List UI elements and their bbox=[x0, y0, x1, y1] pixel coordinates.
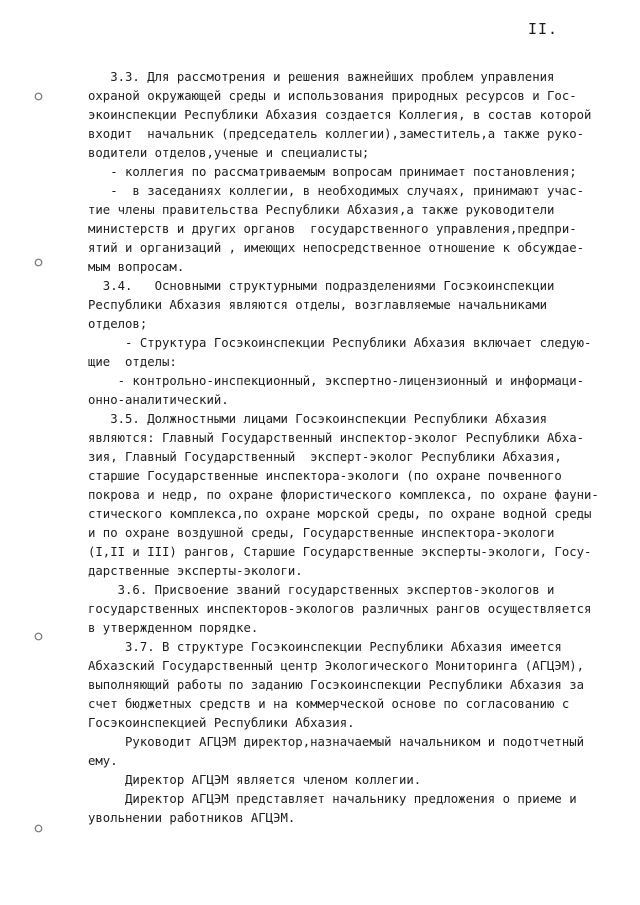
text-line: щие отделы: bbox=[88, 355, 177, 369]
page-number: II. bbox=[528, 20, 559, 38]
text-line: ему. bbox=[88, 754, 118, 768]
text-line: онно-аналитический. bbox=[88, 393, 229, 407]
text-line: Абхазский Государственный центр Экологического Мониторинга (АГЦЭМ), bbox=[88, 659, 585, 673]
punch-hole-icon bbox=[34, 258, 43, 267]
text-line: отделов; bbox=[88, 317, 148, 331]
text-line: тие члены правительства Республики Абхазия,а также руководители bbox=[88, 203, 555, 217]
text-line: старшие Государственные инспектора-экологи (по охране почвенного bbox=[88, 469, 562, 483]
text-line: Республики Абхазия являются отделы, возглавляемые начальниками bbox=[88, 298, 548, 312]
text-line: Директор АГЦЭМ является членом коллегии. bbox=[88, 773, 422, 787]
text-line: счет бюджетных средств и на коммерческой основе по согласованию с bbox=[88, 697, 570, 711]
text-line: - коллегия по рассматриваемым вопросам принимает постановления; bbox=[88, 165, 577, 179]
text-line: 3.4. Основными структурными подразделениями Госэкоинспекции bbox=[88, 279, 555, 293]
text-line: ятий и организаций , имеющих непосредственное отношение к обсуждае- bbox=[88, 241, 585, 255]
text-line: стического комплекса,по охране морской среды, по охране водной среды bbox=[88, 507, 592, 521]
text-line: - контрольно-инспекционный, экспертно-лицензионный и информаци- bbox=[88, 374, 585, 388]
document-body bbox=[88, 68, 622, 828]
text-line: и по охране воздушной среды, Государственные инспектора-экологи bbox=[88, 526, 555, 540]
text-line: Госэкоинспекцией Республики Абхазия. bbox=[88, 716, 355, 730]
punch-hole-icon bbox=[34, 92, 43, 101]
text-line: входит начальник (председатель коллегии),заместитель,а также руко- bbox=[88, 127, 585, 141]
text-line: водители отделов,ученые и специалисты; bbox=[88, 146, 370, 160]
text-line: - Структура Госэкоинспекции Республики Абхазия включает следую- bbox=[88, 336, 592, 350]
punch-hole-icon bbox=[34, 824, 43, 833]
text-line: 3.3. Для рассмотрения и решения важнейших проблем управления bbox=[88, 70, 555, 84]
text-line: выполняющий работы по заданию Госэкоинспекции Республики Абхазия за bbox=[88, 678, 585, 692]
text-line: покрова и недр, по охране флористического комплекса, по охране фауни- bbox=[88, 488, 599, 502]
text-line: в утвержденном порядке. bbox=[88, 621, 259, 635]
text-line: зия, Главный Государственный эксперт-эколог Республики Абхазия, bbox=[88, 450, 562, 464]
text-line: (I,II и III) рангов, Старшие Государственные эксперты-экологи, Госу- bbox=[88, 545, 592, 559]
text-line: министерств и других органов государственного управления,предпри- bbox=[88, 222, 577, 236]
text-line: являются: Главный Государственный инспектор-эколог Республики Абха- bbox=[88, 431, 585, 445]
text-line: мым вопросам. bbox=[88, 260, 185, 274]
text-line: Руководит АГЦЭМ директор,назначаемый начальником и подотчетный bbox=[88, 735, 585, 749]
text-line: дарственные эксперты-экологи. bbox=[88, 564, 303, 578]
text-line: экоинспекции Республики Абхазия создается Коллегия, в состав которой bbox=[88, 108, 592, 122]
text-line: Директор АГЦЭМ представляет начальнику предложения о приеме и bbox=[88, 792, 577, 806]
text-line: - в заседаниях коллегии, в необходимых случаях, принимают учас- bbox=[88, 184, 585, 198]
text-line: государственных инспекторов-экологов различных рангов осуществляется bbox=[88, 602, 592, 616]
text-line: 3.7. В структуре Госэкоинспекции Республики Абхазия имеется bbox=[88, 640, 562, 654]
text-line: 3.5. Должностными лицами Госэкоинспекции Республики Абхазия bbox=[88, 412, 548, 426]
text-line: 3.6. Присвоение званий государственных экспертов-экологов и bbox=[88, 583, 555, 597]
text-line: охраной окружающей среды и использования природных ресурсов и Гос- bbox=[88, 89, 577, 103]
text-line: увольнении работников АГЦЭМ. bbox=[88, 811, 296, 825]
punch-hole-icon bbox=[34, 632, 43, 641]
